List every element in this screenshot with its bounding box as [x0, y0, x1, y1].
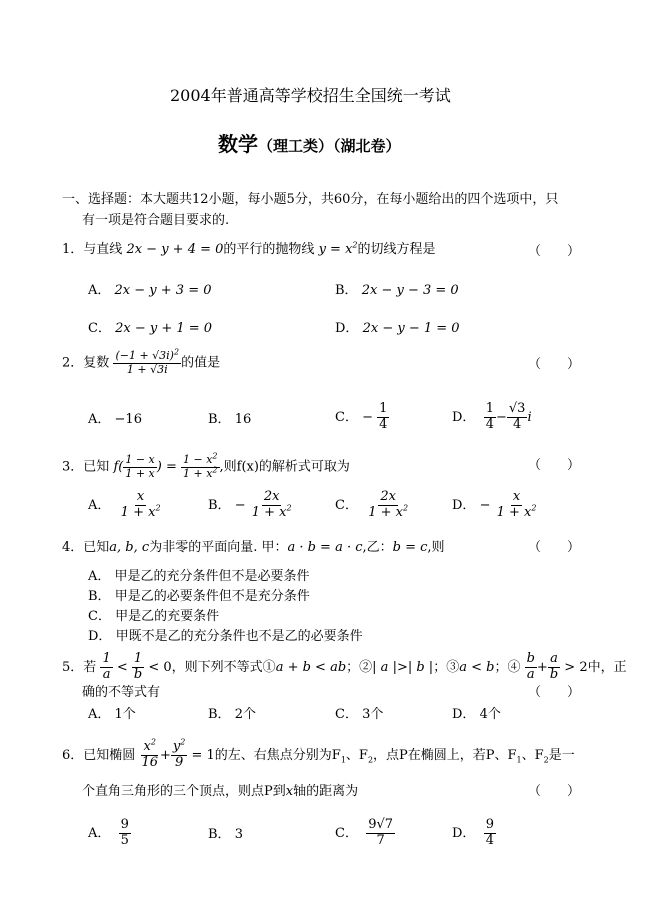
q6-num: 6．	[62, 747, 84, 763]
answer-paren-q1: （ ）	[528, 244, 581, 259]
q2-num: 2．	[62, 355, 84, 371]
q5-option-a: A． 1个	[88, 707, 136, 722]
q1-num: 1．	[62, 242, 84, 257]
answer-paren-q6: （ ）	[528, 784, 581, 799]
q1-text-a: 与直线	[83, 242, 123, 257]
q2-text-a: 复数	[83, 355, 110, 371]
subject-title	[218, 134, 401, 154]
q5-stem: 5．若 $\frac{1}{a}$ < $\frac{1}{b}$ < 0，则下列不等式①a + b < ab；②| a |>| b |；③a < b；④ $\frac{b}{a}$ + $\frac{a}{b}$ > 2中，正	[62, 651, 627, 682]
q3-lhs-fraction: $\frac{1 - x}{1 + x}$	[125, 453, 155, 480]
q1-option-d: D． 2x − y − 1 = 0	[335, 321, 460, 336]
section-header-cont: 有一项是符合题目要求的.	[82, 213, 230, 228]
q1-text-c: 的切线方程是	[357, 242, 436, 257]
subject-sub: （理工类）（湖北卷）	[258, 137, 401, 155]
exam-title: 2004年普通高等学校招生全国统一考试	[170, 86, 451, 105]
q6-option-d: D． $\frac{9}{4}$	[452, 817, 494, 848]
q3-option-c: C． $\frac{2x}{1 + x^2}$	[335, 489, 409, 520]
subject-main: 数学	[218, 132, 258, 156]
q6-option-c: C． $\frac{9√7}{7}$	[335, 817, 394, 848]
q3-stem: 3．已知 f( $\frac{1 - x}{1 + x}$ ) = $\frac{1 - x^2}{1 + x^2}$ ,则f(x)的解析式可取为	[62, 451, 350, 480]
q5-option-b: B． 2个	[208, 707, 256, 722]
q2-option-b: B． 16	[208, 412, 252, 427]
q3-text-b: ,则f(x)的解析式可取为	[219, 459, 350, 475]
answer-paren-q5: （ ）	[528, 685, 581, 700]
q4-option-d: D． 甲既不是乙的充分条件也不是乙的必要条件	[88, 629, 363, 644]
q1-option-c: C． 2x − y + 1 = 0	[88, 321, 213, 336]
q5-line2: 确的不等式有	[82, 685, 161, 700]
q2-text-b: 的值是	[181, 355, 221, 371]
q3-rhs-fraction: $\frac{1 - x^2}{1 + x^2}$	[183, 451, 218, 480]
q6-option-b: B． 3	[208, 827, 243, 842]
answer-paren-q2: （ ）	[528, 357, 581, 372]
q4-option-c: C． 甲是乙的充要条件	[88, 609, 220, 624]
q1-line-expr: 2x − y + 4 = 0	[126, 242, 224, 257]
q5-num: 5．	[62, 659, 84, 675]
q2-stem	[62, 347, 221, 376]
q4-text-c: ,乙：	[362, 540, 393, 555]
q4-num: 4．	[62, 540, 84, 555]
q1-stem	[62, 240, 436, 257]
q2-fraction: $\frac{(-1 + √3i)^2}{1 + √3i}$	[115, 347, 180, 376]
q2-option-c: C． − $\frac{1}{4}$	[335, 401, 388, 432]
q4-option-b: B． 甲是乙的必要条件但不是充分条件	[88, 589, 310, 604]
q4-vectors: a, b, c	[109, 540, 150, 555]
q1-option-a: A． 2x − y + 3 = 0	[88, 283, 212, 298]
q3-text-a: 已知	[83, 459, 110, 475]
q3-option-b: B． − $\frac{2x}{1 + x^2}$	[208, 489, 292, 520]
q4-stem	[62, 541, 445, 554]
q2-option-d: D． $\frac{1}{4}$ − $\frac{√3}{4}$ i	[452, 401, 532, 432]
answer-paren-q4: （ ）	[528, 540, 581, 555]
q4-text-b: 为非零的平面向量. 甲：	[149, 540, 288, 555]
q1-parabola-expr: $y = x^2$	[318, 240, 358, 257]
q3-option-d: D． − $\frac{x}{1 + x^2}$	[452, 489, 537, 520]
q3-option-a: A． $\frac{x}{1 + x^2}$	[88, 489, 161, 520]
q2-option-a: A． −16	[88, 412, 142, 427]
q4-condition-yi: b = c	[392, 540, 428, 555]
section-header: 一、选择题：本大题共12小题，每小题5分，共60分，在每小题给出的四个选项中，只	[62, 192, 559, 207]
q4-option-a: A． 甲是乙的充分条件但不是必要条件	[88, 569, 310, 584]
q5-option-c: C． 3个	[335, 707, 384, 722]
q6-stem: 6．已知椭圆 $\frac{x^2}{16}$ + $\frac{y^2}{9}$ = 1的左、右焦点分别为$F_1$、$F_2$，点P在椭圆上，若P、$F_1$、$F_2$是一	[62, 737, 575, 770]
q5-option-d: D． 4个	[452, 707, 501, 722]
q3-num: 3．	[62, 459, 84, 475]
q6-option-a: A． $\frac{9}{5}$	[88, 817, 129, 848]
q4-text-d: ,则	[427, 540, 445, 555]
q6-line2: 个直角三角形的三个顶点，则点P到x轴的距离为	[82, 784, 359, 799]
q4-condition-jia: a · b = a · c	[287, 540, 363, 555]
q4-text-a: 已知	[83, 540, 110, 555]
q1-text-b: 的平行的抛物线	[223, 242, 315, 257]
q1-option-b: B． 2x − y − 3 = 0	[335, 283, 459, 298]
answer-paren-q3: （ ）	[528, 458, 581, 473]
